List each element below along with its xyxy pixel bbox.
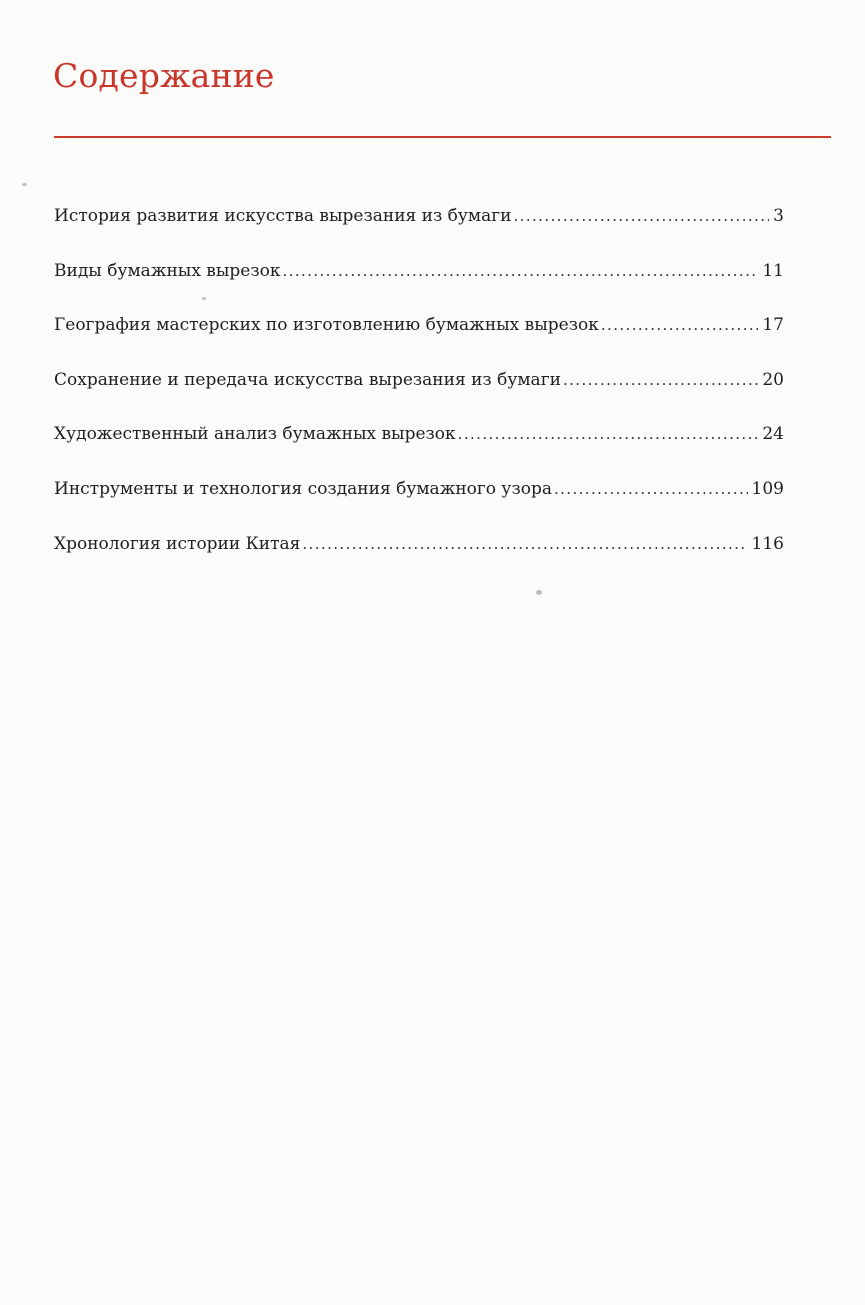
table-of-contents (54, 200, 784, 582)
toc-page-number: 116 (751, 533, 784, 554)
dot-leader (554, 473, 748, 505)
toc-entry[interactable] (54, 364, 784, 419)
dot-leader (458, 418, 759, 450)
toc-entry-title: Хронология истории Китая (54, 533, 301, 554)
toc-entry-title: Сохранение и передача искусства вырезания из бумаги (54, 369, 561, 390)
scan-speck (536, 590, 542, 595)
toc-page-number: 109 (751, 478, 784, 499)
toc-entry-title: Инструменты и технология создания бумажного узора (54, 478, 552, 499)
toc-entry[interactable] (54, 309, 784, 364)
toc-entry-title: География мастерских по изготовлению бумажных вырезок (54, 315, 599, 336)
dot-leader (563, 364, 758, 396)
title-divider (54, 136, 831, 138)
toc-entry-title: Виды бумажных вырезок (54, 260, 281, 281)
toc-entry-title: Художественный анализ бумажных вырезок (54, 424, 456, 445)
toc-page-number: 11 (762, 260, 784, 281)
dot-leader (302, 528, 747, 560)
dot-leader (601, 309, 759, 341)
toc-entry[interactable] (54, 528, 784, 583)
toc-page-number: 24 (762, 424, 784, 445)
toc-page-number: 3 (773, 206, 784, 226)
page-title: Содержание (53, 56, 275, 95)
scan-speck (202, 297, 206, 300)
dot-leader (283, 255, 759, 287)
toc-entry[interactable] (54, 200, 784, 255)
toc-entry[interactable] (54, 473, 784, 528)
toc-entry[interactable] (54, 418, 784, 473)
scan-speck (22, 183, 27, 186)
dot-leader (514, 200, 770, 232)
toc-page-number: 20 (762, 369, 784, 390)
toc-page-number: 17 (762, 315, 784, 336)
toc-entry-title: История развития искусства вырезания из бумаги (54, 206, 512, 226)
toc-entry[interactable] (54, 255, 784, 310)
